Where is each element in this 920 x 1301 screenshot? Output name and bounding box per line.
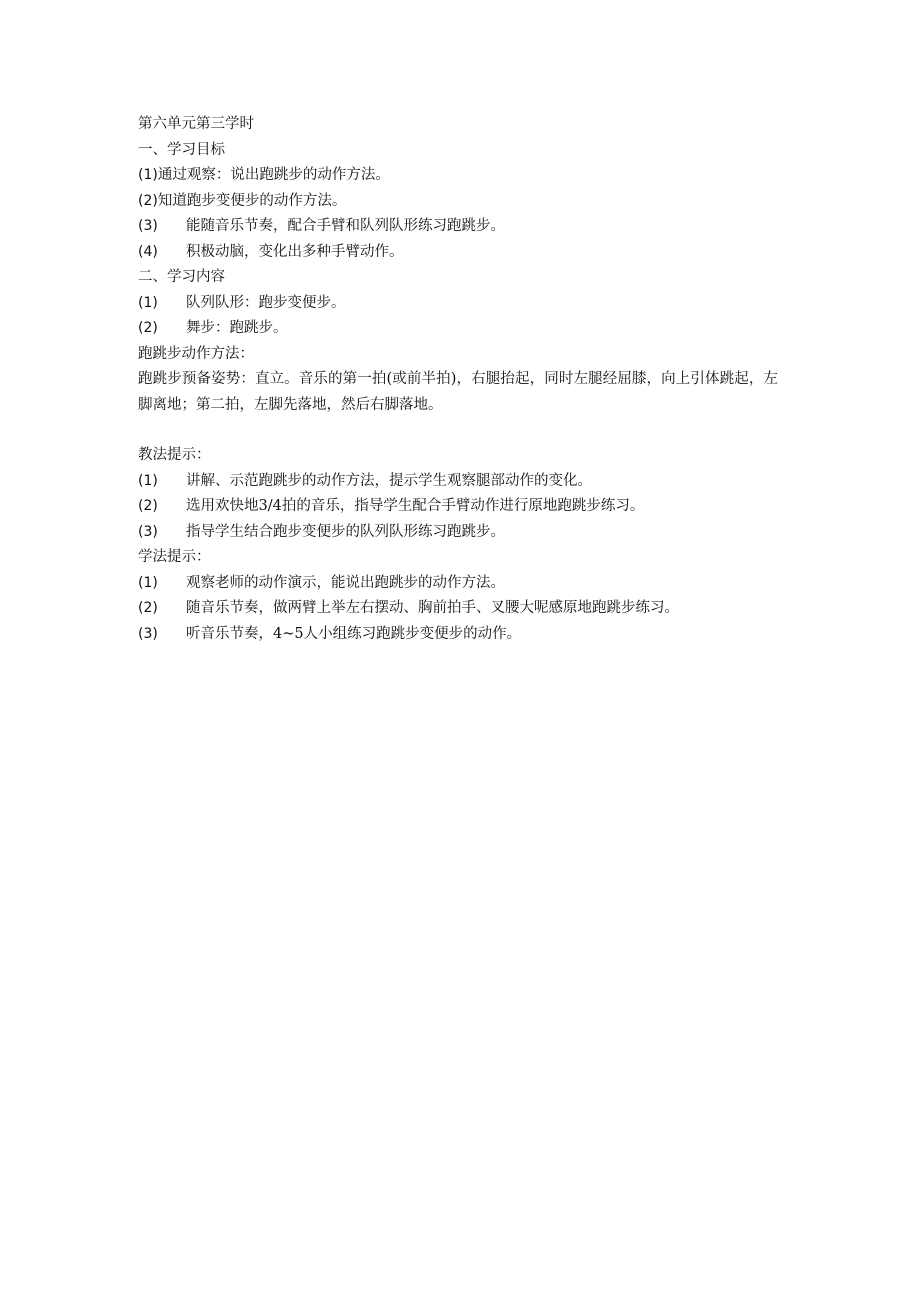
item-number: (1) (138, 574, 158, 591)
section-heading-content: 二、学习内容 (138, 269, 225, 285)
item-text: 通过观察：说出跑跳步的动作方法。 (157, 167, 390, 183)
item-text: 能随音乐节奏，配合手臂和队列队形练习跑跳步。 (186, 218, 505, 234)
item-number: (3) (138, 625, 158, 642)
item-number: (2) (138, 320, 158, 336)
learning-tips-heading: 学法提示： (138, 549, 211, 565)
list-item (138, 622, 788, 648)
list-item (138, 520, 788, 546)
list-item (138, 291, 788, 317)
list-item (138, 469, 788, 495)
item-text: 指导学生结合跑步变便步的队列队形练习跑跳步。 (186, 523, 505, 540)
item-number: (2) (138, 600, 158, 616)
item-text: 听音乐节奏，4~5人小组练习跑跳步变便步的动作。 (186, 625, 522, 642)
method-paragraph: 跑跳步预备姿势：直立。音乐的第一拍(或前半拍)，右腿抬起，同时左腿经屈膝，向上引体跳起，左脚离地；第二拍，左脚先落地，然后右脚落地。 (138, 371, 778, 413)
item-number: (1) (138, 472, 158, 489)
item-number: (2) (138, 498, 158, 514)
teaching-tips-heading: 教法提示： (138, 447, 211, 463)
item-number: (4) (138, 243, 158, 260)
item-text: 选用欢快地3/4拍的音乐，指导学生配合手臂动作进行原地跑跳步练习。 (186, 498, 645, 514)
item-text: 讲解、示范跑跳步的动作方法，提示学生观察腿部动作的变化。 (186, 472, 592, 489)
list-item (138, 596, 788, 622)
method-heading: 跑跳步动作方法： (138, 345, 254, 362)
list-item (138, 571, 788, 597)
item-number: (3) (138, 218, 158, 234)
item-text: 队列队形：跑步变便步。 (186, 294, 346, 311)
item-text: 观察老师的动作演示，能说出跑跳步的动作方法。 (186, 574, 505, 591)
section-heading-goals: 一、学习目标 (138, 141, 225, 158)
document-title: 第六单元第三学时 (138, 116, 254, 132)
item-number: (3) (138, 523, 158, 540)
item-text: 随音乐节奏，做两臂上举左右摆动、胸前拍手、叉腰大呢感原地跑跳步练习。 (186, 600, 679, 616)
item-text: 知道跑步变便步的动作方法。 (157, 192, 347, 209)
list-item (138, 494, 788, 520)
item-text: 舞步：跑跳步。 (186, 320, 288, 336)
blank-line (138, 418, 788, 443)
list-item (138, 240, 788, 266)
document-page (138, 112, 788, 647)
list-item (138, 163, 788, 189)
item-number: (2) (138, 192, 158, 209)
list-item (138, 316, 788, 342)
list-item (138, 189, 788, 215)
list-item (138, 214, 788, 240)
item-number: (1) (138, 294, 158, 311)
item-number: (1) (138, 167, 158, 183)
item-text: 积极动脑，变化出多种手臂动作。 (186, 243, 404, 260)
